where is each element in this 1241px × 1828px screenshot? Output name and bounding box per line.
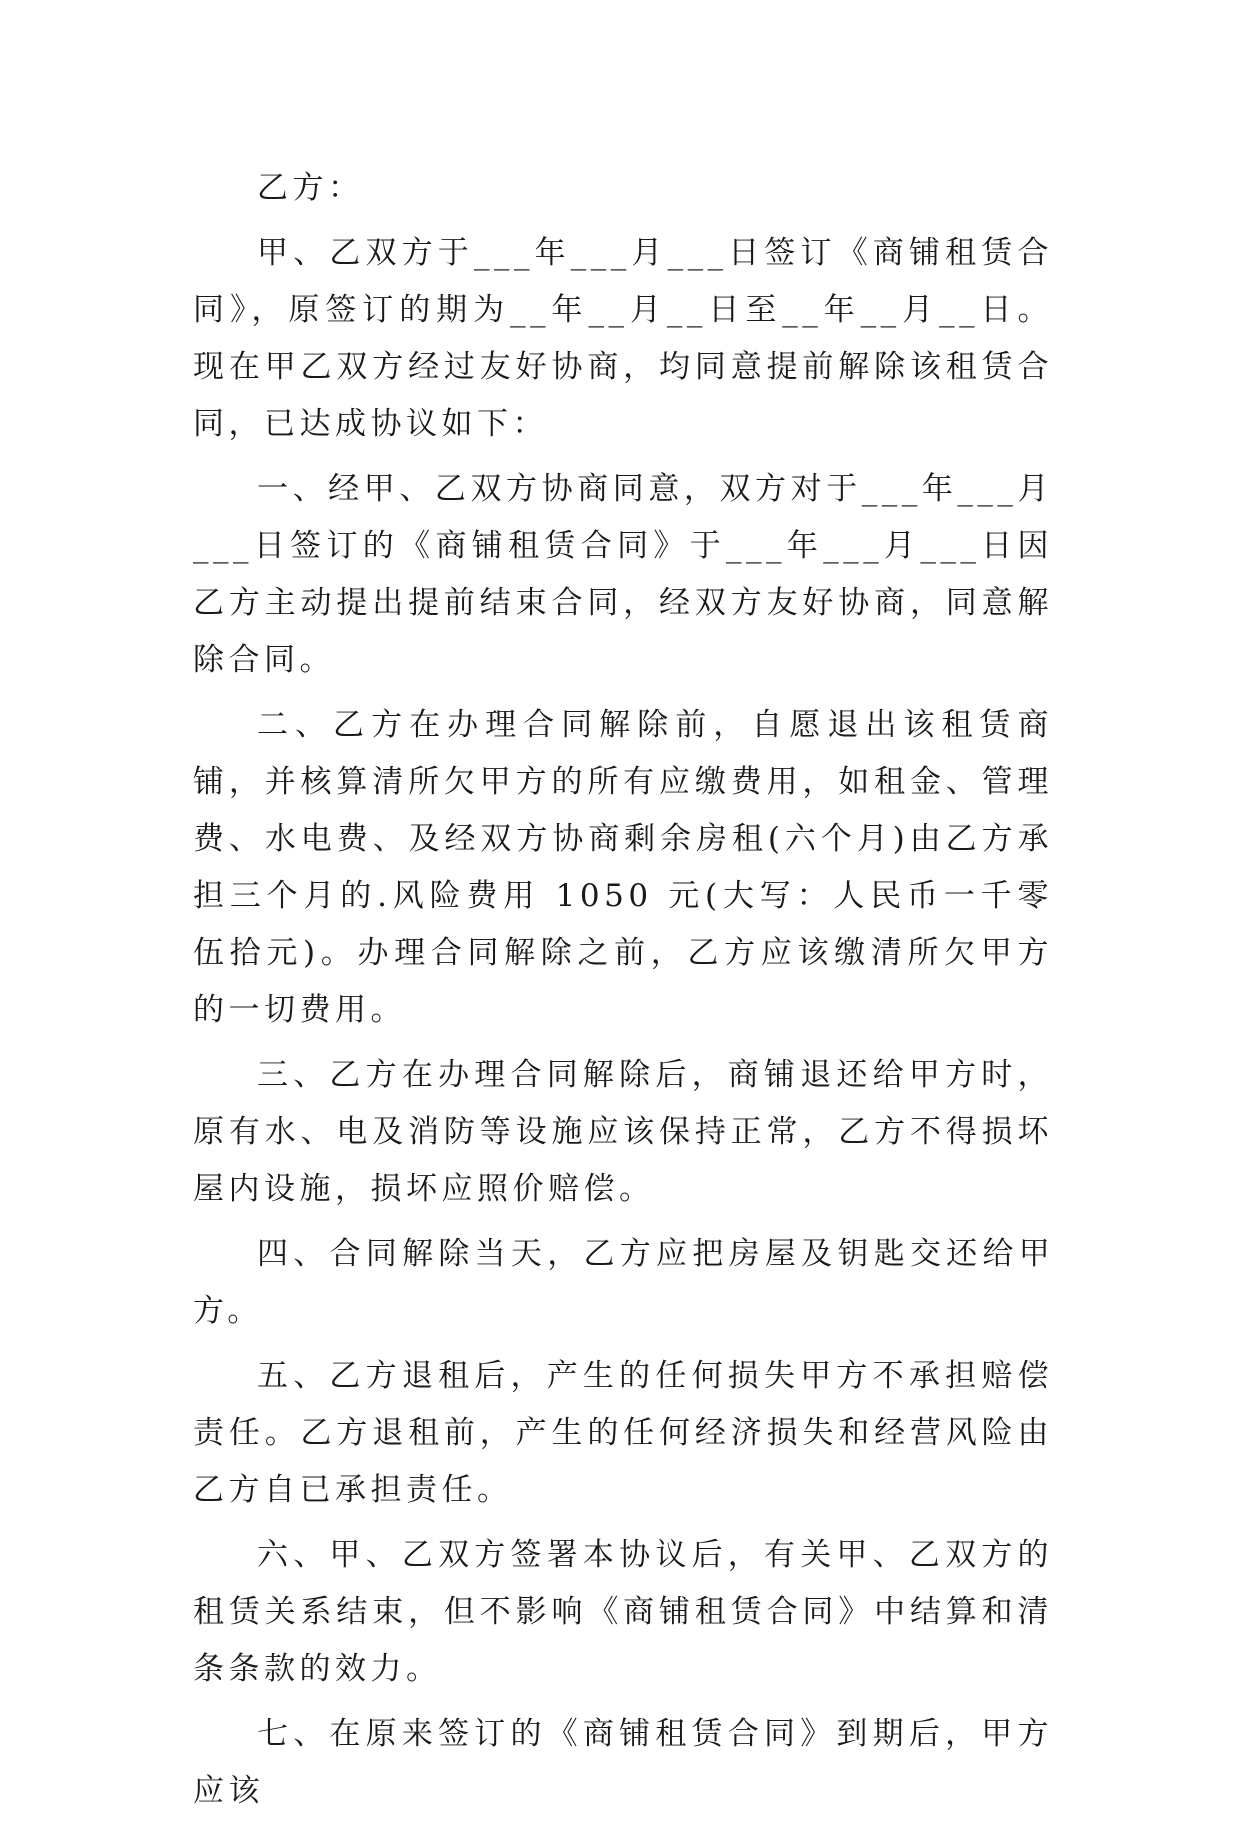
clause-1-paragraph: 一、经甲、乙双方协商同意，双方对于___年___月___日签订的《商铺租赁合同》于___年___月___日因乙方主动提出提前结束合同，经双方友好协商，同意解除合同。 bbox=[193, 471, 1053, 678]
clause-2-paragraph: 二、乙方在办理合同解除前，自愿退出该租赁商铺，并核算清所欠甲方的所有应缴费用，如租金、管理费、水电费、及经双方协商剩余房租(六个月)由乙方承担三个月的.风险费用 1050 元(大写：人民币一千零伍拾元)。办理合同解除之前，乙方应该缴清所欠甲方的一切费用。 bbox=[193, 707, 1053, 1028]
clause-6-paragraph: 六、甲、乙双方签署本协议后，有关甲、乙双方的租赁关系结束，但不影响《商铺租赁合同》中结算和清条条款的效力。 bbox=[193, 1537, 1053, 1687]
clause-4-paragraph: 四、合同解除当天，乙方应把房屋及钥匙交还给甲方。 bbox=[193, 1236, 1053, 1329]
clause-3-paragraph: 三、乙方在办理合同解除后，商铺退还给甲方时，原有水、电及消防等设施应该保持正常，乙方不得损坏屋内设施，损坏应照价赔偿。 bbox=[193, 1057, 1053, 1207]
document-body bbox=[193, 160, 1053, 1828]
clause-5-paragraph: 五、乙方退租后，产生的任何损失甲方不承担赔偿责任。乙方退租前，产生的任何经济损失和经营风险由乙方自已承担责任。 bbox=[193, 1358, 1053, 1508]
party-b-line: 乙方： bbox=[257, 170, 364, 206]
clause-7-paragraph: 七、在原来签订的《商铺租赁合同》到期后，甲方应该 bbox=[193, 1716, 1053, 1809]
preamble-paragraph: 甲、乙双方于___年___月___日签订《商铺租赁合同》，原签订的期为__年__月__日至__年__月__日。现在甲乙双方经过友好协商，均同意提前解除该租赁合同，已达成协议如下： bbox=[193, 235, 1053, 442]
